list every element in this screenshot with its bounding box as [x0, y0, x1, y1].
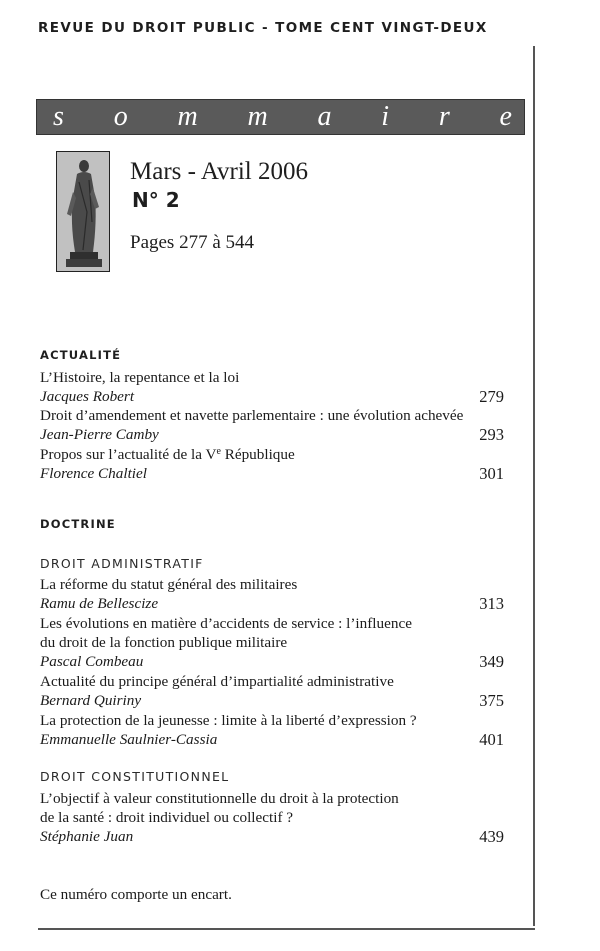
entry-author: Pascal Combeau	[40, 653, 144, 670]
entry-title: L’Histoire, la repentance et la loi	[40, 369, 240, 386]
banner-letter: s	[53, 101, 64, 132]
entry-title: Droit d’amendement et navette parlementaire : une évolution achevée	[40, 407, 464, 424]
entry-title	[40, 445, 504, 464]
entry-page: 349	[479, 652, 504, 671]
entry-page: 375	[479, 691, 504, 710]
issue-number: N° 2	[132, 188, 180, 212]
entry-author: Florence Chaltiel	[40, 465, 147, 482]
banner-letter: e	[499, 101, 512, 132]
toc-entry[interactable]	[40, 406, 504, 444]
banner-letter: i	[381, 101, 390, 132]
toc-entry[interactable]	[40, 614, 504, 671]
statue-illustration	[57, 152, 109, 271]
entry-title-line2: de la santé : droit individuel ou collectif ?	[40, 809, 294, 826]
entry-title-line2: du droit de la fonction publique militaire	[40, 634, 288, 651]
entry-title: Actualité du principe général d’impartialité administrative	[40, 673, 394, 690]
entry-title-part: République	[220, 446, 295, 463]
entry-author: Bernard Quiriny	[40, 692, 142, 709]
entry-author: Jean-Pierre Camby	[40, 426, 159, 443]
entry-page: 293	[479, 425, 504, 444]
banner-letter: o	[113, 101, 128, 132]
vertical-rule	[533, 46, 535, 926]
entry-page: 301	[479, 464, 504, 483]
statue-image	[56, 151, 110, 272]
entry-title-line1: L’objectif à valeur constitutionnelle du droit à la protection	[40, 790, 399, 807]
banner-letter: m	[177, 101, 198, 132]
entry-title-superscript: e	[216, 446, 221, 457]
section-heading-doctrine: DOCTRINE	[40, 517, 116, 531]
entry-author: Jacques Robert	[40, 388, 135, 405]
issue-date: Mars - Avril 2006	[130, 158, 308, 185]
entry-author: Emmanuelle Saulnier-Cassia	[40, 731, 218, 748]
banner-letter: r	[438, 101, 450, 132]
entry-page: 439	[479, 827, 504, 846]
subsection-heading-constitutionnel: DROIT CONSTITUTIONNEL	[40, 769, 230, 784]
banner-letter: a	[317, 101, 332, 132]
banner-letter: m	[247, 101, 268, 132]
bottom-rule	[38, 928, 535, 930]
issue-pages: Pages 277 à 544	[130, 232, 255, 253]
toc-entry[interactable]	[40, 368, 504, 406]
footer-note: Ce numéro comporte un encart.	[40, 886, 232, 903]
entry-author: Stéphanie Juan	[40, 828, 134, 845]
section-heading-actualite: ACTUALITÉ	[40, 348, 122, 362]
entry-author: Ramu de Bellescize	[40, 595, 159, 612]
entry-page: 279	[479, 387, 504, 406]
sommaire-banner	[36, 99, 525, 135]
entry-page: 313	[479, 594, 504, 613]
toc-entry[interactable]	[40, 711, 504, 749]
entry-title-line1: Les évolutions en matière d’accidents de service : l’influence	[40, 615, 412, 632]
toc-entry[interactable]	[40, 789, 504, 846]
entry-page: 401	[479, 730, 504, 749]
entry-title-part: Propos sur l’actualité de la V	[40, 446, 217, 463]
entry-title: La protection de la jeunesse : limite à la liberté d’expression ?	[40, 712, 417, 729]
toc-entry[interactable]	[40, 575, 504, 613]
toc-entry[interactable]	[40, 445, 504, 483]
subsection-heading-administratif: DROIT ADMINISTRATIF	[40, 556, 204, 571]
journal-header: REVUE DU DROIT PUBLIC - TOME CENT VINGT-DEUX	[38, 20, 488, 36]
toc-entry[interactable]	[40, 672, 504, 710]
entry-title: La réforme du statut général des militaires	[40, 576, 298, 593]
